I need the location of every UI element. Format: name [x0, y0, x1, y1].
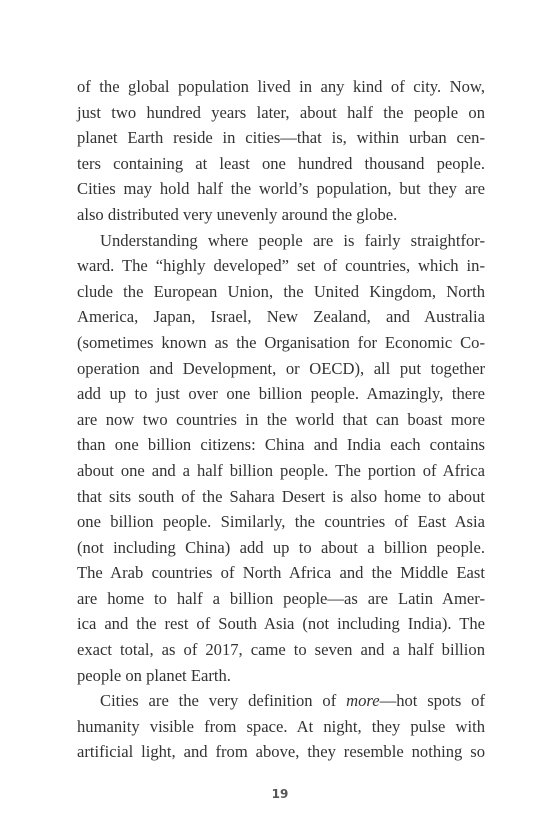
body-text [77, 74, 485, 765]
text-line: artificial light, and from above, they resemble nothing so [77, 742, 485, 762]
text-line: Cities may hold half the world’s population, but they are [77, 179, 485, 199]
text-line: add up to just over one billion people. Amazingly, there [77, 384, 485, 404]
text-segment: —hot spots of [379, 691, 486, 711]
text-line: ica and the rest of South Asia (not including India). The [77, 614, 485, 634]
text-line: clude the European Union, the United Kingdom, North [77, 281, 485, 301]
text-line: just two hundred years later, about half the people on [77, 102, 485, 122]
paragraph-2 [77, 228, 485, 689]
text-line: than one billion citizens: China and India each contains [77, 435, 485, 455]
text-line: planet Earth reside in cities—that is, within urban cen- [77, 128, 485, 148]
page-number: 19 [271, 787, 289, 801]
text-line: (sometimes known as the Organisation for Economic Co- [77, 332, 485, 352]
text-line: about one and a half billion people. The portion of Africa [77, 460, 485, 480]
text-line: also distributed very unevenly around the globe. [77, 204, 398, 224]
text-line: people on planet Earth. [77, 665, 231, 685]
text-line: America, Japan, Israel, New Zealand, and Australia [77, 307, 485, 327]
text-line: are now two countries in the world that can boast more [77, 409, 485, 429]
text-line: are home to half a billion people—as are Latin Amer- [77, 588, 485, 608]
text-line: of the global population lived in any kind of city. Now, [77, 77, 485, 96]
text-line: humanity visible from space. At night, they pulse with [77, 716, 485, 736]
paragraph-1 [77, 74, 485, 228]
text-line: exact total, as of 2017, came to seven and a half billion [77, 640, 485, 660]
text-line: The Arab countries of North Africa and the Middle East [77, 563, 485, 583]
text-line: ward. The “highly developed” set of countries, which in- [77, 256, 485, 276]
text-segment: Cities are the very definition of [100, 691, 347, 711]
text-line: operation and Development, or OECD), all put together [77, 358, 485, 378]
text-line: that sits south of the Sahara Desert is also home to about [77, 486, 485, 506]
text-line [77, 688, 485, 714]
text-line: (not including China) add up to about a billion people. [77, 537, 485, 557]
text-line: one billion people. Similarly, the countries of East Asia [77, 512, 485, 532]
text-line: ters containing at least one hundred thousand people. [77, 153, 485, 173]
paragraph-3 [77, 688, 485, 765]
text-line: Understanding where people are is fairly straightfor- [100, 230, 485, 250]
emphasis-word: more [346, 691, 380, 711]
